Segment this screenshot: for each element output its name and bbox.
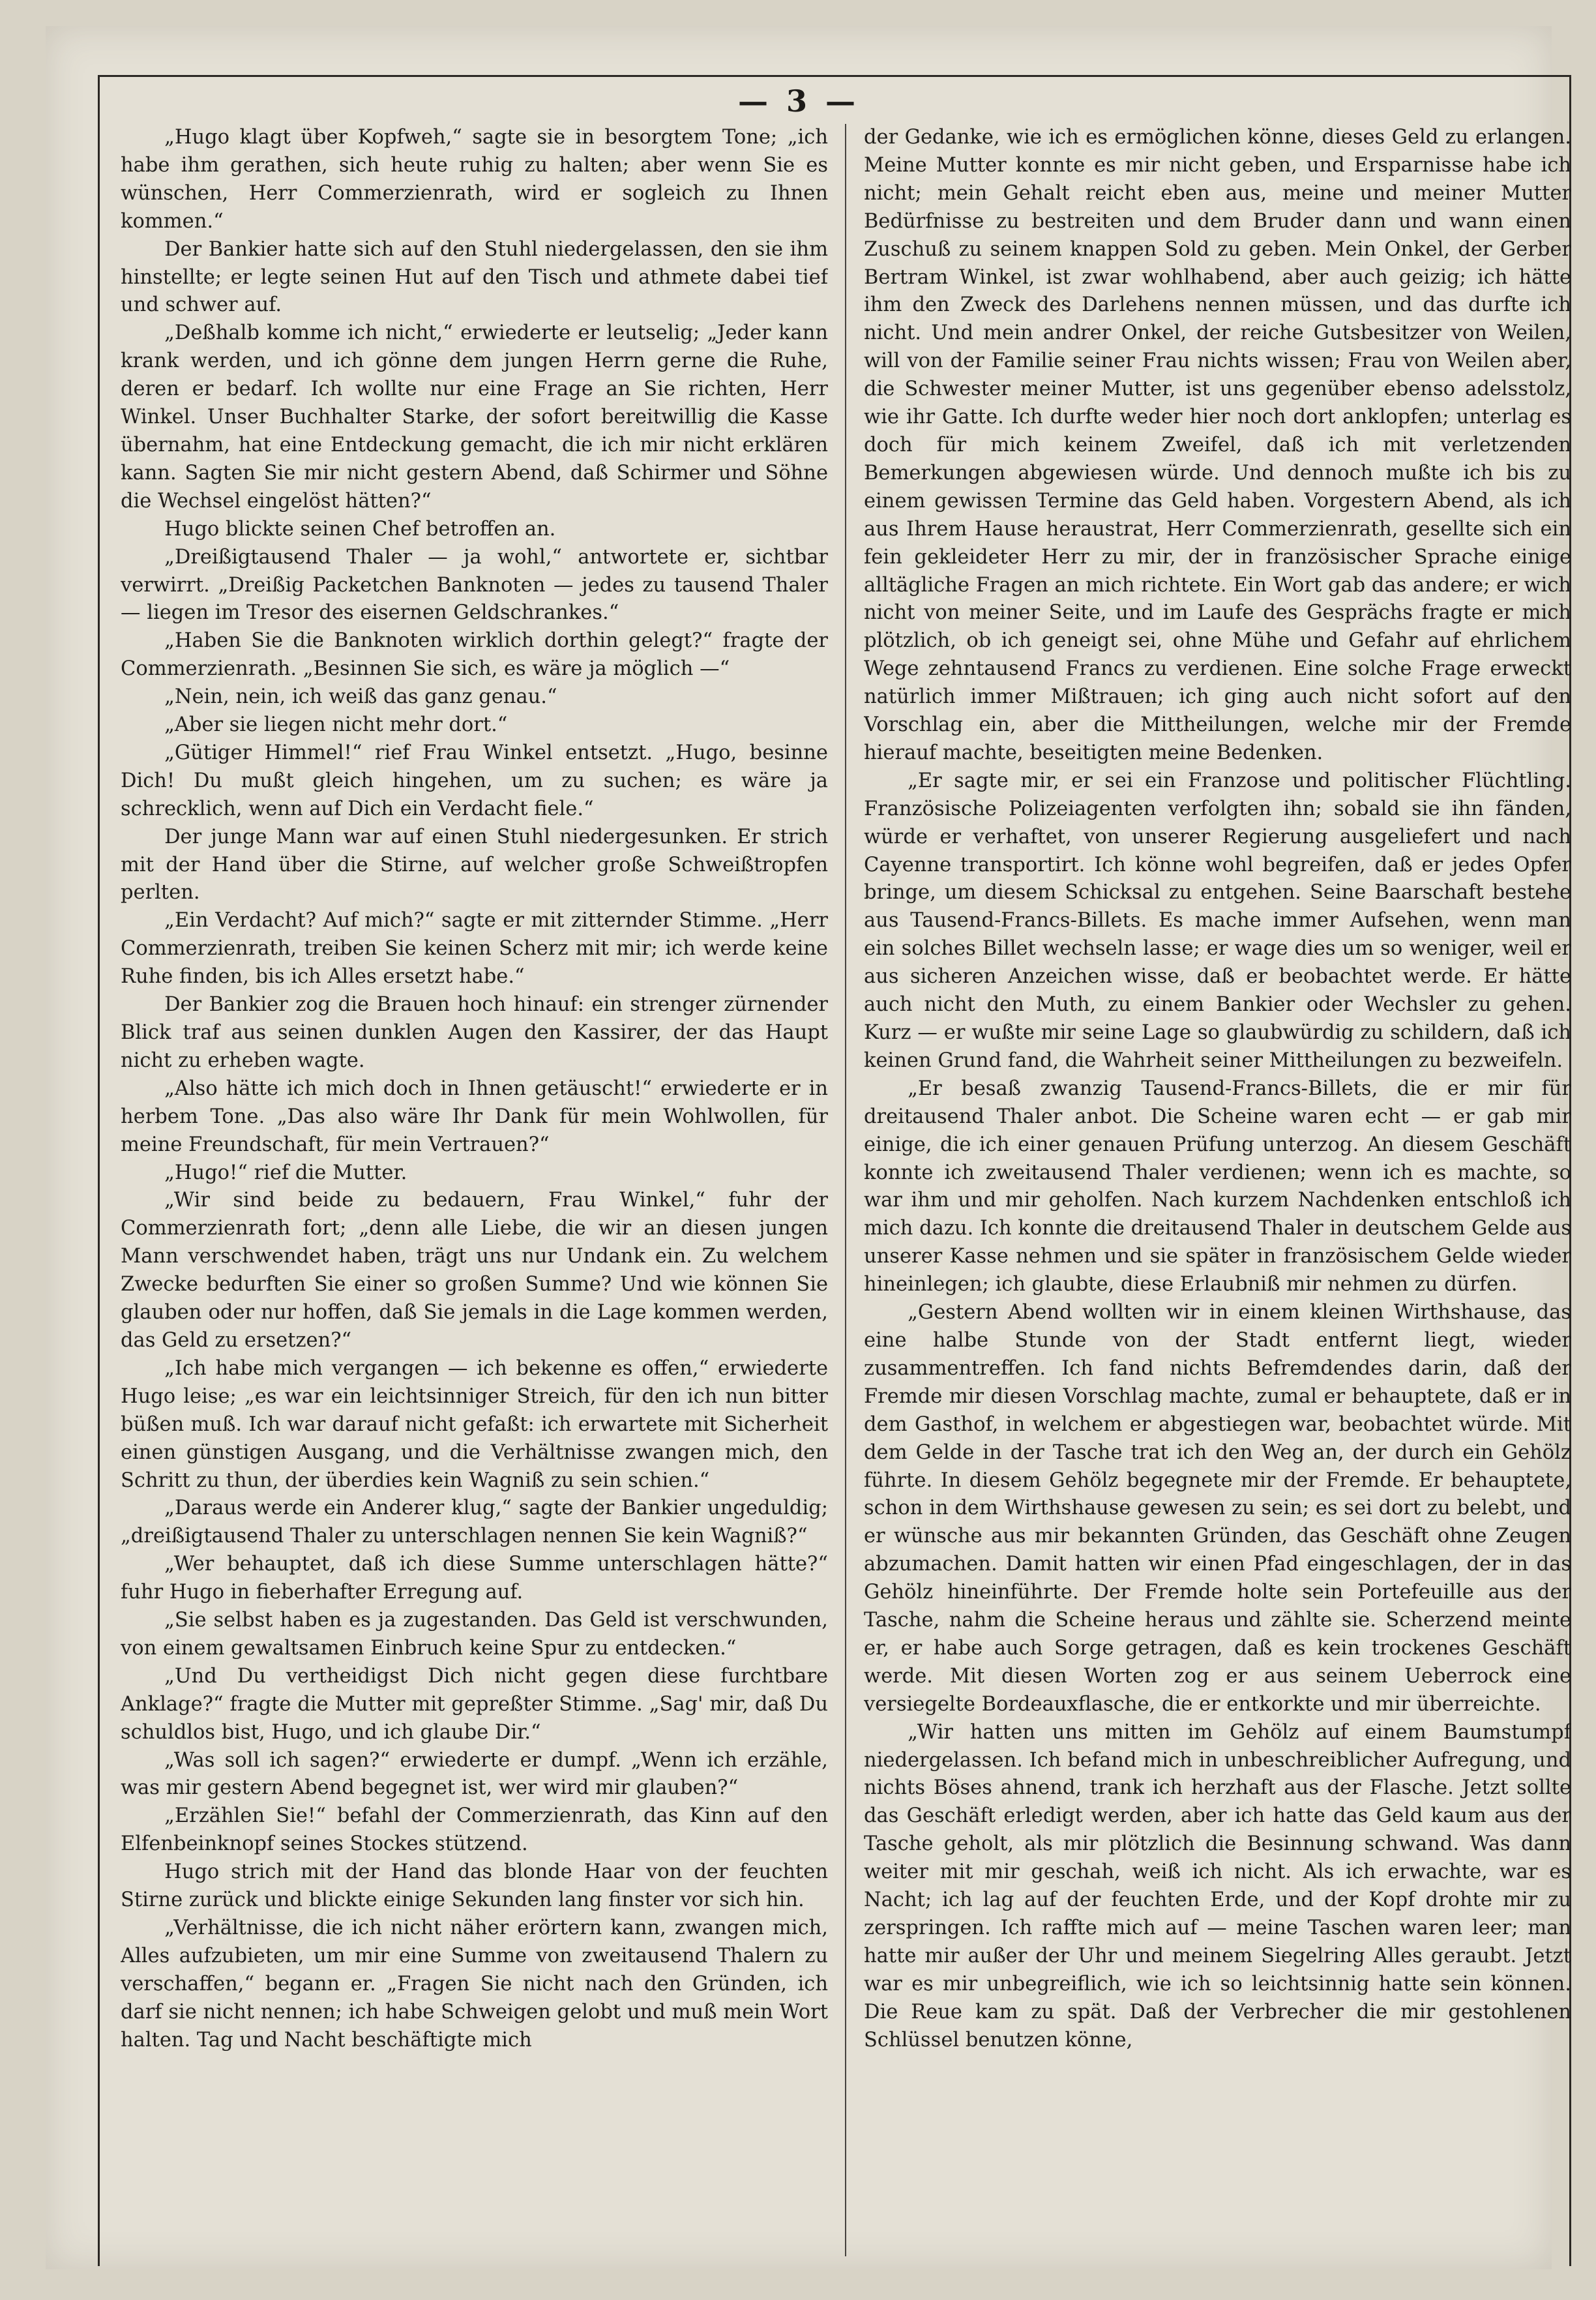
- paragraph: „Wir sind beide zu bedauern, Frau Winkel,“ fuhr der Commerzienrath fort; „denn alle Liebe, die wir an diesen jungen Mann verschwendet haben, trägt uns nur Undank ein. Zu welchem Zwecke bedurften Sie einer so großen Summe? Und wie können Sie glauben oder nur hoffen, daß Sie jemals in die Lage kommen werden, das Geld zu ersetzen?“: [121, 1189, 828, 1352]
- paragraph: „Hugo!“ rief die Mutter.: [164, 1161, 407, 1184]
- paragraph: „Gütiger Himmel!“ rief Frau Winkel entsetzt. „Hugo, besinne Dich! Du mußt gleich hingehen, um zu suchen; es wäre ja schrecklich, wenn auf Dich ein Verdacht fiele.“: [121, 741, 828, 820]
- paragraph: „Daraus werde ein Anderer klug,“ sagte der Bankier ungeduldig; „dreißigtausend Thaler zu unterschlagen nennen Sie kein Wagniß?“: [121, 1497, 828, 1548]
- paragraph: „Er besaß zwanzig Tausend-Francs-Billets, die er mir für dreitausend Thaler anbot. Die Scheine waren echt — er gab mir einige, die ich einer genauen Prüfung unterzog. An diesem Geschäft konnte ich zweitausend Thaler verdienen; wenn ich es machte, so war ihm und mir geholfen. Nach kurzem Nachdenken entschloß ich mich dazu. Ich konnte die dreitausend Thaler in deutschem Gelde aus unserer Kasse nehmen und sie später in französischem Gelde wieder hineinlegen; ich glaubte, diese Erlaubniß mir nehmen zu dürfen.: [864, 1077, 1571, 1296]
- paragraph: „Deßhalb komme ich nicht,“ erwiederte er leutselig; „Jeder kann krank werden, und ich gönne dem jungen Herrn gerne die Ruhe, deren er bedarf. Ich wollte nur eine Frage an Sie richten, Herr Winkel. Unser Buchhalter Starke, der sofort bereitwillig die Kasse übernahm, hat eine Entdeckung gemacht, die ich mir nicht erklären kann. Sagten Sie mir nicht gestern Abend, daß Schirmer und Söhne die Wechsel eingelöst hätten?“: [121, 321, 828, 513]
- paragraph: „Gestern Abend wollten wir in einem kleinen Wirthshause, das eine halbe Stunde von der Stadt entfernt liegt, wieder zusammentreffen. Ich fand nichts Befremdendes darin, daß der Fremde mir diesen Vorschlag machte, zumal er behauptete, daß er in dem Gasthof, in welchem er abgestiegen war, beobachtet würde. Mit dem Gelde in der Tasche trat ich den Weg an, der durch ein Gehölz führte. In diesem Gehölz begegnete mir der Fremde. Er behauptete, schon in dem Wirthshause gewesen zu sein; es sei dort zu belebt, und er wünsche aus mir bekannten Gründen, das Geschäft ohne Zeugen abzumachen. Damit hatten wir einen Pfad eingeschlagen, der in das Gehölz hineinführte. Der Fremde holte sein Portefeuille aus der Tasche, nahm die Scheine heraus und zählte sie. Scherzend meinte er, er habe auch Sorge getragen, daß es kein trockenes Geschäft werde. Mit diesen Worten zog er aus seinem Ueberrock eine versiegelte Bordeauxflasche, die er entkorkte und mir überreichte.: [864, 1301, 1571, 1716]
- paragraph: „Und Du vertheidigst Dich nicht gegen diese furchtbare Anklage?“ fragte die Mutter mit gepreßter Stimme. „Sag' mir, daß Du schuldlos bist, Hugo, und ich glaube Dir.“: [121, 1664, 828, 1744]
- paragraph: „Hugo klagt über Kopfweh,“ sagte sie in besorgtem Tone; „ich habe ihm gerathen, sich heute ruhig zu halten; aber wenn Sie es wünschen, Herr Commerzienrath, wird er sogleich zu Ihnen kommen.“: [121, 126, 828, 233]
- page-number: — 3 —: [737, 83, 860, 119]
- paragraph: „Dreißigtausend Thaler — ja wohl,“ antwortete er, sichtbar verwirrt. „Dreißig Packetchen Banknoten — jedes zu tausend Thaler — liegen im Tresor des eisernen Geldschrankes.“: [121, 545, 828, 625]
- paragraph: „Sie selbst haben es ja zugestanden. Das Geld ist verschwunden, von einem gewaltsamen Einbruch keine Spur zu entdecken.“: [121, 1609, 828, 1660]
- paragraph: „Wer behauptet, daß ich diese Summe unterschlagen hätte?“ fuhr Hugo in fieberhafter Erregung auf.: [121, 1553, 828, 1604]
- paragraph: „Er sagte mir, er sei ein Franzose und politischer Flüchtling. Französische Polizeiagenten verfolgten ihn; sobald sie ihn fänden, würde er verhaftet, von unserer Regierung ausgeliefert und nach Cayenne transportirt. Ich könne wohl begreifen, daß er jedes Opfer bringe, um diesem Schicksal zu entgehen. Seine Baarschaft bestehe aus Tausend-Francs-Billets. Es mache immer Aufsehen, wenn man ein solches Billet wechseln lasse; er wage dies um so weniger, weil er aus sicheren Anzeichen wisse, daß er beobachtet werde. Er hätte auch nicht den Muth, zu einem Bankier oder Wechsler zu gehen. Kurz — er wußte mir seine Lage so glaubwürdig zu schildern, daß ich keinen Grund fand, die Wahrheit seiner Mittheilungen zu bezweifeln.: [864, 769, 1571, 1072]
- paragraph: „Also hätte ich mich doch in Ihnen getäuscht!“ erwiederte er in herbem Tone. „Das also wäre Ihr Dank für mein Wohlwollen, für meine Freundschaft, für mein Vertrauen?“: [121, 1077, 828, 1156]
- newspaper-page: [46, 26, 1571, 2269]
- paragraph: „Ein Verdacht? Auf mich?“ sagte er mit zitternder Stimme. „Herr Commerzienrath, treiben Sie keinen Scherz mit mir; ich werde keine Ruhe finden, bis ich Alles ersetzt habe.“: [121, 909, 828, 989]
- paragraph: Der Bankier zog die Brauen hoch hinauf: ein strenger zürnender Blick traf aus seinen dunklen Augen den Kassirer, der das Haupt nicht zu erheben wagte.: [121, 993, 828, 1072]
- paragraph: Hugo blickte seinen Chef betroffen an.: [164, 517, 556, 541]
- paragraph: „Haben Sie die Banknoten wirklich dorthin gelegt?“ fragte der Commerzienrath. „Besinnen Sie sich, es wäre ja möglich —“: [121, 629, 828, 681]
- paragraph: „Nein, nein, ich weiß das ganz genau.“: [164, 685, 557, 709]
- paragraph: Hugo strich mit der Hand das blonde Haar von der feuchten Stirne zurück und blickte einige Sekunden lang finster vor sich hin.: [121, 1860, 828, 1912]
- paragraph: „Wir hatten uns mitten im Gehölz auf einem Baumstumpf niedergelassen. Ich befand mich in unbeschreiblicher Aufregung, und nichts Böses ahnend, trank ich herzhaft aus der Flasche. Jetzt sollte das Geschäft erledigt werden, aber ich hatte das Geld kaum aus der Tasche geholt, als mir plötzlich die Besinnung schwand. Was dann weiter mit mir geschah, weiß ich nicht. Als ich erwachte, war es Nacht; ich lag auf der feuchten Erde, und der Kopf drohte mir zu zerspringen. Ich raffte mich auf — meine Taschen waren leer; man hatte mir außer der Uhr und meinem Siegelring Alles geraubt. Jetzt war es mir unbegreiflich, wie ich so leichtsinnig hatte sein können. Die Reue kam zu spät. Daß der Verbrecher die mir gestohlenen Schlüssel benutzen könne,: [864, 1720, 1571, 2052]
- paragraph-continued: der Gedanke, wie ich es ermöglichen könne, dieses Geld zu erlangen. Meine Mutter konnte es mir nicht geben, und Ersparnisse habe ich nicht; mein Gehalt reicht eben aus, meine und meiner Mutter Bedürfnisse zu bestreiten und dem Bruder dann und wann einen Zuschuß zu seinem knappen Sold zu geben. Mein Onkel, der Gerber Bertram Winkel, ist zwar wohlhabend, aber auch geizig; ich hätte ihm den Zweck des Darlehens nennen müssen, und das durfte ich nicht. Und mein andrer Onkel, der reiche Gutsbesitzer von Weilen, will von der Familie seiner Frau nichts wissen; Frau von Weilen aber, die Schwester meiner Mutter, ist uns gegenüber ebenso adelsstolz, wie ihr Gatte. Ich durfte weder hier noch dort anklopfen; unterlag es doch für mich keinem Zweifel, daß ich mit verletzenden Bemerkungen abgewiesen würde. Und dennoch mußte ich bis zu einem gewissen Termine das Geld haben. Vorgestern Abend, als ich aus Ihrem Hause heraustrat, Herr Commerzienrath, gesellte sich ein fein gekleideter Herr zu mir, der in französischer Sprache einige alltägliche Fragen an mich richtete. Ein Wort gab das andere; er wich nicht von meiner Seite, und im Laufe des Gesprächs fragte er mich plötzlich, ob ich geneigt sei, ohne Mühe und Gefahr auf ehrlichem Wege zehntausend Francs zu verdienen. Eine solche Frage erweckt natürlich immer Mißtrauen; ich ging auch nicht sofort auf den Vorschlag ein, aber die Mittheilungen, welche mir der Fremde hierauf machte, beseitigten meine Bedenken.: [864, 126, 1571, 764]
- paragraph: „Verhältnisse, die ich nicht näher erörtern kann, zwangen mich, Alles aufzubieten, um mir eine Summe von zweitausend Thalern zu verschaffen,“ begann er. „Fragen Sie nicht nach den Gründen, ich darf sie nicht nennen; ich habe Schweigen gelobt und muß mein Wort halten. Tag und Nacht beschäftigte mich: [121, 1917, 828, 2052]
- text-column-right: [864, 124, 1571, 2250]
- paragraph: „Erzählen Sie!“ befahl der Commerzienrath, das Kinn auf den Elfenbeinknopf seines Stockes stützend.: [121, 1804, 828, 1856]
- paragraph: „Was soll ich sagen?“ erwiederte er dumpf. „Wenn ich erzähle, was mir gestern Abend begegnet ist, wer wird mir glauben?“: [121, 1748, 828, 1800]
- paragraph: „Aber sie liegen nicht mehr dort.“: [164, 713, 508, 737]
- paragraph: Der Bankier hatte sich auf den Stuhl niedergelassen, den sie ihm hinstellte; er legte seinen Hut auf den Tisch und athmete dabei tief und schwer auf.: [121, 237, 828, 317]
- column-divider: [845, 124, 846, 2256]
- paragraph: „Ich habe mich vergangen — ich bekenne es offen,“ erwiederte Hugo leise; „es war ein leichtsinniger Streich, für den ich nun bitter büßen muß. Ich war darauf nicht gefaßt: ich erwartete mit Sicherheit einen günstigen Ausgang, und die Verhältnisse zwangen mich, den Schritt zu thun, der überdies kein Wagniß zu sein schien.“: [121, 1356, 828, 1492]
- paragraph: Der junge Mann war auf einen Stuhl niedergesunken. Er strich mit der Hand über die Stirne, auf welcher große Schweißtropfen perlten.: [121, 825, 828, 904]
- text-column-left: [121, 124, 828, 2250]
